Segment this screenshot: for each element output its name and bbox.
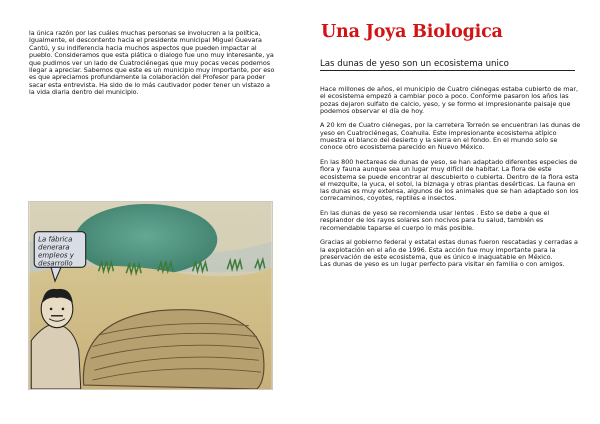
- article-subtitle: Las dunas de yeso son un ecosistema unico: [320, 59, 575, 71]
- article-paragraph: Hace millones de años, el municipio de Cuatro ciénegas estaba cubierto de mar, el ecosistema empezó a cambiar poco a poco. Conforme pasaron los años las pozas dejaron sulfato de calcio, yeso, y se formo el impresionante paisaje que podemos observar el día de hoy.: [320, 85, 579, 115]
- article-paragraph: A 20 km de Cuatro ciénegas, por la carretera Torreón se encuentran las dunas de yeso en Cuatrociénegas, Coahuila. Este impresionante ecosistema atípico muestra el blanco del desierto y la sierra en el fondo. En el mundo solo se conoce otro ecosistema parecido en Nuevo México.: [320, 121, 581, 152]
- article-paragraph: Gracias al gobierno federal y estatal estas dunas fueron rescatadas y cerradas a la explotación en el año de 1996. Esta acción fue muy importante para la preservación de este ecosistema, que es único e inaguatable en México. Las dunas de yeso es un lugar perfecto para visitar en familia o con amigos.: [320, 238, 578, 269]
- interview-conclusion-text: la única razón por las cuáles muchas personas se involucren a la política, Igualmente, el descontento hacia el presidente municipal Miguel Guevara Cantú, y su indiferencia hacia muchos aspectos que pueden impactar al pueblo. Consideramos que esta plática o dialogo fue uno muy interesante, ya que pudimos ver un lado de Cuatrociénegas que muy pocas veces podemos llegar a apreciar. Sabemos que este es un municipio muy importante, por eso es que apreciamos profundamente la colaboración del Profesor para poder sacar esta entrevista. Ha sido de lo más cautivador poder tener un vistazo a la vida diaria dentro del municipio.: [29, 29, 275, 97]
- article-body: [320, 86, 582, 276]
- sign-line-4: desarrollo: [38, 259, 73, 268]
- article-title: Una Joya Biologica: [321, 22, 503, 42]
- sign-line-1: La fábrica: [38, 235, 73, 244]
- sign-line-2: denerara: [38, 243, 70, 252]
- article-paragraph: En las 800 hectareas de dunas de yeso, se han adaptado diferentes especies de flora y fauna aunque sea un lugar muy difícil de habitar. La flora de este ecosistema se puede encontrar al descubierto o cubierta. Dentro de la flora esta el mezquite, la yuca, el sotol, la biznaga y otras plantas desérticas. La fauna en las dunas es muy extensa, algunos de los animales que se han adaptado son los correcaminos, coyotes, reptiles e insectos.: [320, 157, 579, 203]
- sign-line-3: empleos y: [38, 251, 74, 260]
- article-paragraph: En las dunas de yeso se recomienda usar lentes . Esto se debe a que el resplandor de los rayos solares son nocivos para tu salud, también es recomendable taparse el cuerpo lo más posible.: [320, 209, 550, 232]
- illustration-drawing: [29, 202, 272, 389]
- right-page: [300, 0, 600, 424]
- hand-drawn-illustration: [28, 201, 273, 390]
